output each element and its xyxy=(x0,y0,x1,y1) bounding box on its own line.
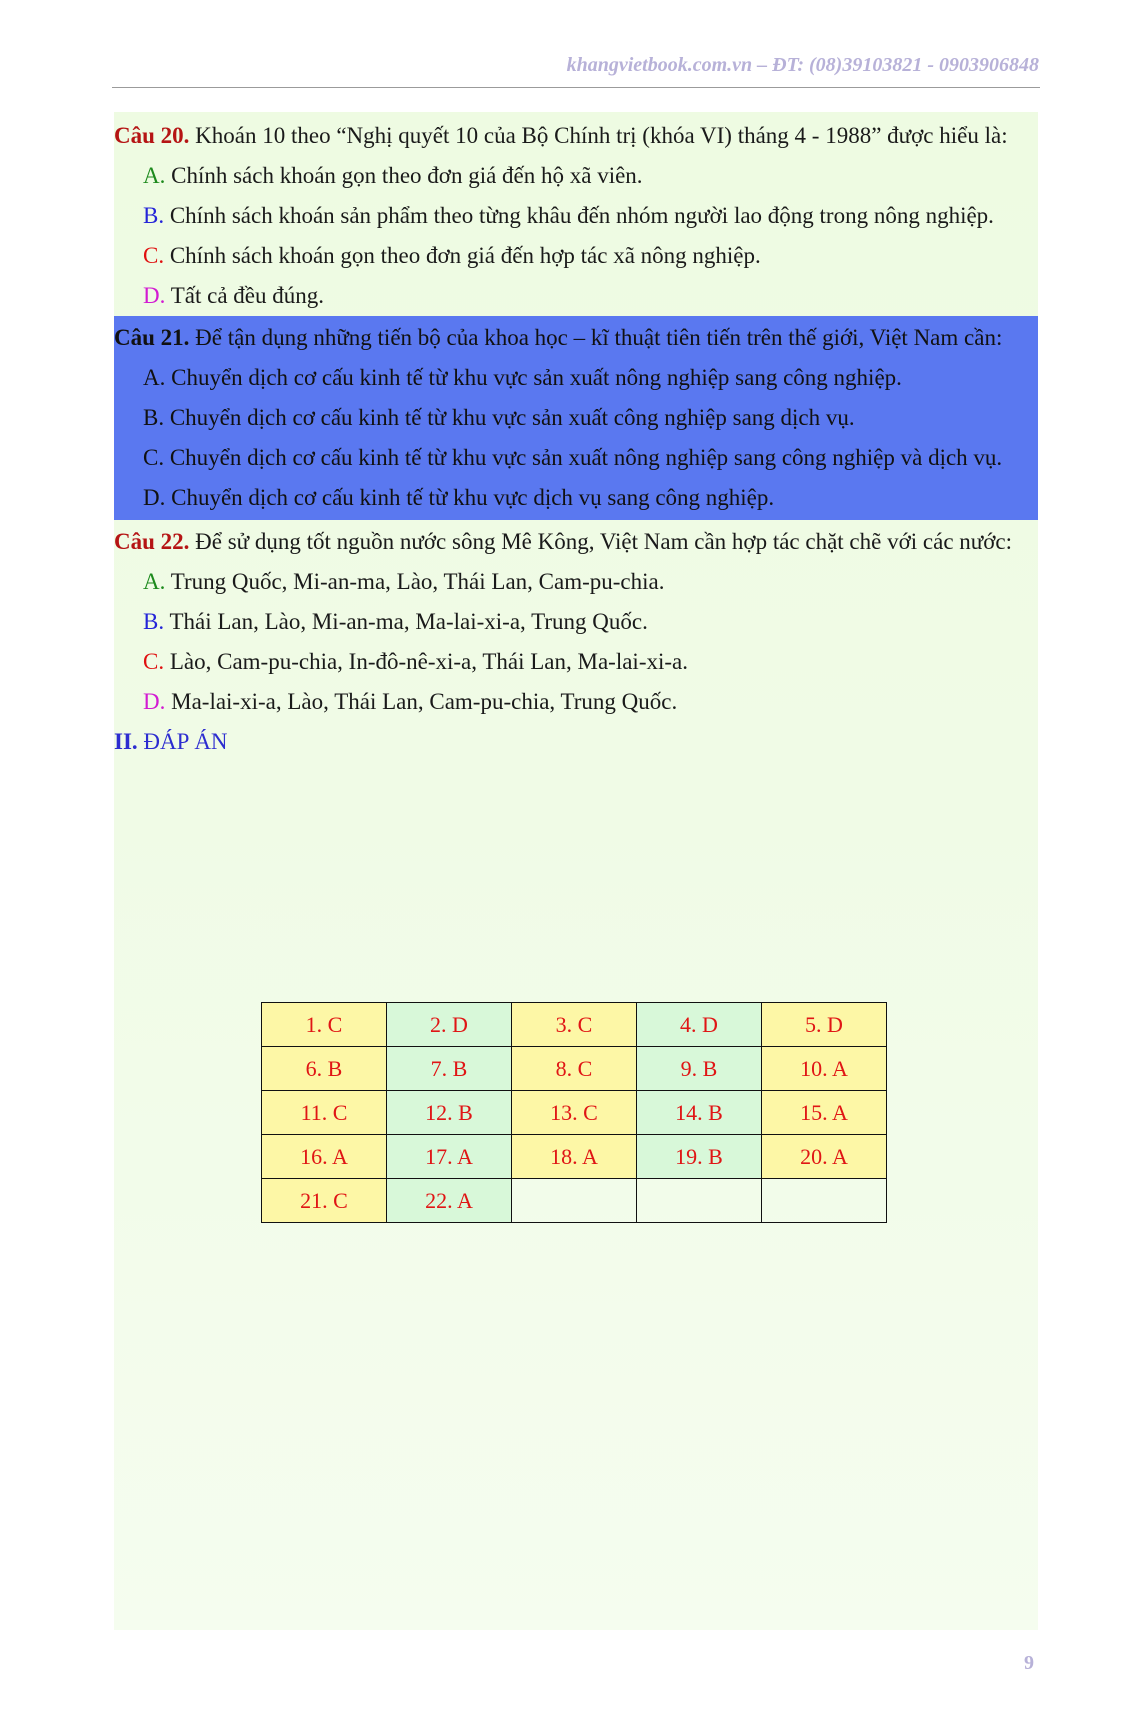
option-text: Ma-lai-xi-a, Lào, Thái Lan, Cam-pu-chia, Trung Quốc. xyxy=(171,689,678,714)
option-letter: A. xyxy=(143,569,166,594)
answer-cell: 19. B xyxy=(637,1135,762,1179)
answer-cell: 10. A xyxy=(762,1047,887,1091)
option-d xyxy=(114,682,1038,722)
answer-cell: 14. B xyxy=(637,1091,762,1135)
page-number: 9 xyxy=(1024,1652,1034,1674)
question-label: Câu 21. xyxy=(114,325,190,350)
option-c xyxy=(114,642,1038,682)
answer-cell: 6. B xyxy=(262,1047,387,1091)
answer-cell: 2. D xyxy=(387,1003,512,1047)
header-divider xyxy=(112,87,1040,88)
answer-cell: 16. A xyxy=(262,1135,387,1179)
option-letter: C. xyxy=(143,445,165,470)
question-stem xyxy=(114,316,1038,358)
option-letter: D. xyxy=(143,485,166,510)
option-a xyxy=(114,156,1038,196)
option-letter: D. xyxy=(143,283,166,308)
table-row xyxy=(262,1091,887,1135)
question-stem xyxy=(114,112,1038,156)
option-b xyxy=(114,602,1038,642)
answer-cell: 22. A xyxy=(387,1179,512,1223)
option-letter: C. xyxy=(143,649,165,674)
answer-cell: 12. B xyxy=(387,1091,512,1135)
option-letter: B. xyxy=(143,405,165,430)
option-text: Chuyển dịch cơ cấu kinh tế từ khu vực sản xuất nông nghiệp sang công nghiệp và dịch vụ. xyxy=(169,445,1003,470)
option-d xyxy=(114,478,1038,520)
option-letter: A. xyxy=(143,365,166,390)
question-label: Câu 22. xyxy=(114,529,190,554)
option-c xyxy=(114,438,1038,478)
question-label: Câu 20. xyxy=(114,123,190,148)
option-text: Lào, Cam-pu-chia, In-đô-nê-xi-a, Thái Lan, Ma-lai-xi-a. xyxy=(169,649,688,674)
question-22 xyxy=(114,520,1038,722)
empty-cell xyxy=(637,1179,762,1223)
answer-key-table xyxy=(261,1002,887,1223)
option-a xyxy=(114,358,1038,398)
page-content xyxy=(114,112,1038,1630)
option-letter: B. xyxy=(143,203,165,228)
table-row xyxy=(262,1179,887,1223)
answers-section-title xyxy=(114,722,1038,762)
option-text: Thái Lan, Lào, Mi-an-ma, Ma-lai-xi-a, Trung Quốc. xyxy=(169,609,648,634)
answer-cell: 7. B xyxy=(387,1047,512,1091)
option-text: Chính sách khoán gọn theo đơn giá đến hộ xã viên. xyxy=(171,163,643,188)
option-letter: A. xyxy=(143,163,166,188)
answer-cell: 4. D xyxy=(637,1003,762,1047)
option-text: Chuyển dịch cơ cấu kinh tế từ khu vực sản xuất nông nghiệp sang công nghiệp. xyxy=(171,365,902,390)
option-letter: C. xyxy=(143,243,165,268)
answer-cell: 3. C xyxy=(512,1003,637,1047)
answer-cell: 20. A xyxy=(762,1135,887,1179)
option-a xyxy=(114,562,1038,602)
question-text: Khoán 10 theo “Nghị quyết 10 của Bộ Chính trị (khóa VI) tháng 4 - 1988” được hiểu là: xyxy=(195,123,1008,148)
table-row xyxy=(262,1047,887,1091)
answer-cell: 1. C xyxy=(262,1003,387,1047)
option-letter: B. xyxy=(143,609,165,634)
option-text: Chính sách khoán sản phẩm theo từng khâu đến nhóm người lao động trong nông nghiệp. xyxy=(169,203,994,228)
answer-cell: 17. A xyxy=(387,1135,512,1179)
table-row xyxy=(262,1135,887,1179)
answer-cell: 15. A xyxy=(762,1091,887,1135)
question-21 xyxy=(114,316,1038,520)
option-d xyxy=(114,276,1038,316)
question-text: Để tận dụng những tiến bộ của khoa học – kĩ thuật tiên tiến trên thế giới, Việt Nam cần: xyxy=(195,325,1003,350)
option-text: Chuyển dịch cơ cấu kinh tế từ khu vực sản xuất công nghiệp sang dịch vụ. xyxy=(169,405,855,430)
option-text: Chuyển dịch cơ cấu kinh tế từ khu vực dịch vụ sang công nghiệp. xyxy=(171,485,775,510)
answer-cell: 11. C xyxy=(262,1091,387,1135)
question-20 xyxy=(114,112,1038,316)
answer-cell: 13. C xyxy=(512,1091,637,1135)
table-row xyxy=(262,1003,887,1047)
option-b xyxy=(114,196,1038,236)
option-letter: D. xyxy=(143,689,166,714)
option-text: Trung Quốc, Mi-an-ma, Lào, Thái Lan, Cam-pu-chia. xyxy=(170,569,665,594)
section-title-text: ĐÁP ÁN xyxy=(143,729,228,754)
question-stem xyxy=(114,520,1038,562)
section-number: II. xyxy=(114,729,138,754)
answer-cell: 9. B xyxy=(637,1047,762,1091)
answer-cell: 8. C xyxy=(512,1047,637,1091)
option-text: Chính sách khoán gọn theo đơn giá đến hợp tác xã nông nghiệp. xyxy=(169,243,761,268)
empty-cell xyxy=(762,1179,887,1223)
answer-cell: 5. D xyxy=(762,1003,887,1047)
option-b xyxy=(114,398,1038,438)
option-text: Tất cả đều đúng. xyxy=(170,283,324,308)
question-text: Để sử dụng tốt nguồn nước sông Mê Kông, Việt Nam cần hợp tác chặt chẽ với các nước: xyxy=(195,529,1013,554)
answer-cell: 18. A xyxy=(512,1135,637,1179)
option-c xyxy=(114,236,1038,276)
answer-cell: 21. C xyxy=(262,1179,387,1223)
page-header: khangvietbook.com.vn – ĐT: (08)39103821 - 0903906848 xyxy=(566,54,1039,76)
empty-cell xyxy=(512,1179,637,1223)
